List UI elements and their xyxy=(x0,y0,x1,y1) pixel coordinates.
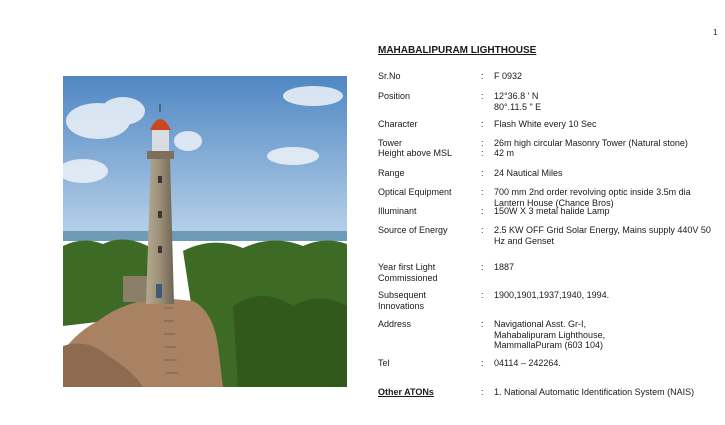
row-label: Source of Energy xyxy=(378,225,448,235)
row-value: 150W X 3 metal halide Lamp xyxy=(494,206,610,216)
row-colon: : xyxy=(481,138,484,148)
row-label: Tower xyxy=(378,138,403,148)
row-colon: : xyxy=(481,206,484,216)
row-colon: : xyxy=(481,168,484,178)
row-value: 700 mm 2nd order revolving optic inside 3.5m dia Lantern House (Chance Bros) xyxy=(494,187,691,208)
row-colon: : xyxy=(481,290,484,300)
lighthouse-photo xyxy=(63,76,347,387)
page-number: 1 xyxy=(713,28,718,37)
row-label: Character xyxy=(378,119,418,129)
row-value: 12°36.8 ' N 80°.11.5 " E xyxy=(494,91,542,112)
row-value: Navigational Asst. Gr-I, Mahabalipuram Lighthouse, MammallaPuram (603 104) xyxy=(494,319,606,350)
row-value: Flash White every 10 Sec xyxy=(494,119,597,129)
row-colon: : xyxy=(481,71,484,81)
row-label: Range xyxy=(378,168,405,178)
row-label: Height above MSL xyxy=(378,148,453,158)
row-value: 1900,1901,1937,1940, 1994. xyxy=(494,290,610,300)
row-colon: : xyxy=(481,358,484,368)
tower-gallery xyxy=(147,151,174,159)
row-value: 26m high circular Masonry Tower (Natural stone) xyxy=(494,138,688,148)
row-label: Year first Light Commissioned xyxy=(378,262,438,283)
base-building xyxy=(123,276,147,302)
row-colon: : xyxy=(481,225,484,235)
row-value: 42 m xyxy=(494,148,515,158)
row-value: F 0932 xyxy=(494,71,523,81)
sea xyxy=(63,231,347,241)
row-label: Position xyxy=(378,91,411,101)
page-title: MAHABALIPURAM LIGHTHOUSE xyxy=(378,45,537,56)
row-value: 2.5 KW OFF Grid Solar Energy, Mains supply 440V 50 Hz and Genset xyxy=(494,225,711,246)
row-value: 24 Nautical Miles xyxy=(494,168,563,178)
row-label: Optical Equipment xyxy=(378,187,452,197)
row-colon: : xyxy=(481,148,484,158)
row-colon: : xyxy=(481,319,484,329)
row-colon: : xyxy=(481,387,484,397)
row-value: 1887 xyxy=(494,262,515,272)
row-colon: : xyxy=(481,262,484,272)
trees-shadow xyxy=(233,296,347,387)
row-value: 1. National Automatic Identification System (NAIS) xyxy=(494,387,695,397)
row-value: 04114 – 242264. xyxy=(494,358,561,368)
lantern-house xyxy=(152,129,169,151)
row-label: Illuminant xyxy=(378,206,417,216)
row-label: Sr.No xyxy=(378,71,401,81)
row-label: Address xyxy=(378,319,412,329)
row-label: Subsequent Innovations xyxy=(378,290,427,311)
row-colon: : xyxy=(481,119,484,129)
row-label: Tel xyxy=(378,358,390,368)
row-colon: : xyxy=(481,91,484,101)
row-colon: : xyxy=(481,187,484,197)
row-label: Other ATONs xyxy=(378,387,434,397)
